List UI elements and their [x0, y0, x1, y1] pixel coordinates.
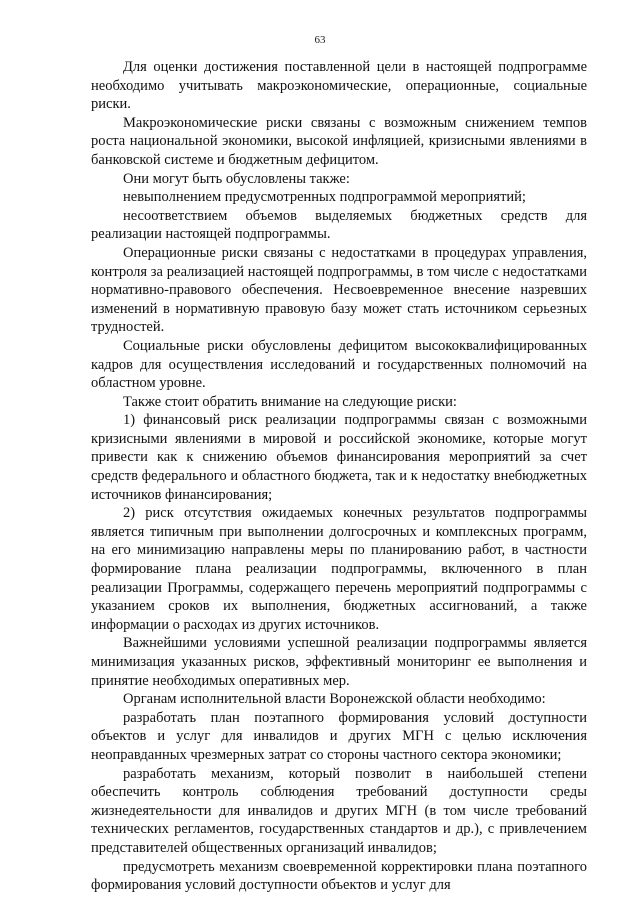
paragraph-operational-risks: Операционные риски связаны с недостатками в процедурах управления, контроля за реализацией настоящей подпрограммы, в том числе с недостатками нормативно-правового обеспечения. Несвоевременное внесение назревших изменений в нормативную правовую базу может стать источником серьезных трудностей.: [91, 244, 587, 336]
paragraph-financial-risk: 1) финансовый риск реализации подпрограммы связан с возможными кризисными явлениями в мировой и российской экономике, которые могут привести как к снижению объемов финансирования мероприятий за счет средств федерального и областного бюджета, так и к недостатку внебюджетных источников финансирования;: [91, 412, 587, 503]
paragraph-social-risks: Социальные риски обусловлены дефицитом высококвалифицированных кадров для осуществления исследований и государственных полномочий на областном уровне.: [91, 337, 587, 392]
paragraph-conditioned-by: Они могут быть обусловлены также:: [123, 170, 350, 187]
paragraph-additional-risks: Также стоит обратить внимание на следующие риски:: [123, 393, 457, 410]
paragraph-risk-intro: Для оценки достижения поставленной цели в настоящей подпрограмме необходимо учитывать макроэкономические, операционные, социальные риски.: [91, 59, 587, 113]
paragraph-nonfulfillment: невыполнением предусмотренных подпрограммой мероприятий;: [123, 189, 526, 206]
paragraph-macroeconomic-risks: Макроэкономические риски связаны с возможным снижением темпов роста национальной экономики, высокой инфляцией, кризисными явлениями в банковской системе и бюджетным дефицитом.: [91, 114, 587, 168]
paragraph-provide-correction: предусмотреть механизм своевременной корректировки плана поэтапного формирования условий доступности объектов и услуг для: [91, 858, 587, 894]
body-text: [91, 58, 587, 895]
paragraph-results-risk: 2) риск отсутствия ожидаемых конечных результатов подпрограммы является типичным при выполнении долгосрочных и комплексных программ, на его минимизацию направлены меры по планированию работ, в частности формирование плана реализации подпрограммы, включенного в план реализации Программы, содержащего перечень мероприятий подпрограммы с указанием сроков их выполнения, бюджетных ассигнований, а также информации о расходах из других источников.: [91, 505, 587, 633]
paragraph-key-conditions: Важнейшими условиями успешной реализации подпрограммы является минимизация указанных рисков, эффективный мониторинг ее выполнения и принятие необходимых оперативных мер.: [91, 635, 587, 689]
paragraph-develop-mechanism: разработать механизм, который позволит в наибольшей степени обеспечить контроль соблюдения требований доступности среды жизнедеятельности для инвалидов и других МГН (в том числе требований технических регламентов, государственных стандартов и др.), с привлечением представителей общественных организаций инвалидов;: [91, 765, 587, 856]
page-number: 63: [314, 34, 326, 46]
paragraph-authorities-need: Органам исполнительной власти Воронежской области необходимо:: [123, 691, 546, 708]
paragraph-funding-mismatch: несоответствием объемов выделяемых бюджетных средств для реализации настоящей подпрограммы.: [91, 207, 587, 243]
paragraph-develop-plan: разработать план поэтапного формирования условий доступности объектов и услуг для инвалидов и других МГН с целью исключения неоправданных чрезмерных затрат со стороны частного сектора экономики;: [91, 709, 587, 763]
